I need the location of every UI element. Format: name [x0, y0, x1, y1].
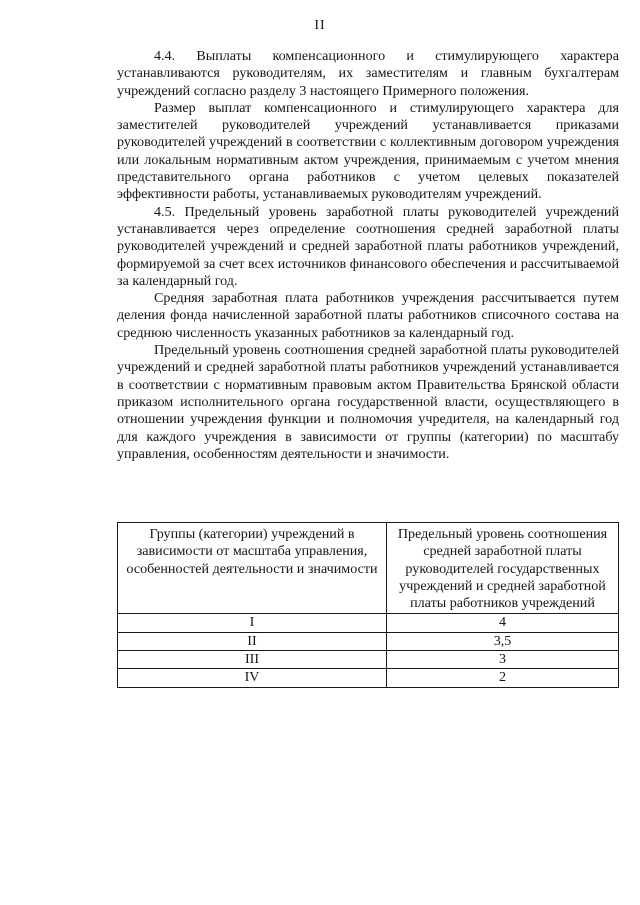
salary-ratio-table: [117, 522, 619, 688]
table-row: [118, 614, 619, 632]
paragraph-average-salary: Средняя заработная плата работников учреждения рассчитывается путем деления фонда начисленной заработной платы работников списочного состава на среднюю численность указанных работников за календарный год.: [117, 290, 619, 341]
ratio-cell: 4: [387, 614, 619, 632]
table-row: [118, 632, 619, 650]
paragraph-limit-ratio: Предельный уровень соотношения средней заработной платы руководителей учреждений и средней заработной платы работников учреждений устанавливается в соответствии с нормативным правовым актом Правительства Брянской области приказом исполнительного органа государственной власти, осуществляющего в отношении учреждения функции и полномочия учредителя, на календарный год для каждого учреждения в зависимости от группы (категории) по масштабу управления, особенностям деятельности и значимости.: [117, 342, 619, 462]
page-number: II: [314, 18, 326, 33]
group-cell: I: [118, 614, 387, 632]
table-header-row: [118, 523, 619, 614]
header-limit-ratio: Предельный уровень соотношения средней заработной платы руководителей государственных учреждений и средней заработной платы работников учреждений: [387, 523, 619, 614]
table-row: [118, 669, 619, 687]
ratio-cell: 3: [387, 651, 619, 669]
paragraph-4-5: 4.5. Предельный уровень заработной платы руководителей учреждений устанавливается через определение соотношения средней заработной платы руководителей учреждений и средней заработной платы работников учреждений, формируемой за счет всех источников финансового обеспечения и рассчитываемой за календарный год.: [117, 203, 619, 289]
group-cell: III: [118, 651, 387, 669]
table-row: [118, 651, 619, 669]
paragraph-4-4: 4.4. Выплаты компенсационного и стимулирующего характера устанавливаются руководителям, их заместителям и главным бухгалтерам учреждений согласно разделу 3 настоящего Примерного положения.: [117, 48, 619, 99]
ratio-cell: 3,5: [387, 632, 619, 650]
group-cell: II: [118, 632, 387, 650]
paragraph-deputy-payments: Размер выплат компенсационного и стимулирующего характера для заместителей руководителей учреждений устанавливается приказами руководителей учреждений в соответствии с коллективным договором учреждения или локальным нормативным актом учреждения, принимаемым с учетом мнения представительного органа работников с учетом целевых показателей эффективности работы, устанавливаемых руководителям учреждений.: [117, 99, 619, 203]
header-group-category: Группы (категории) учреждений в зависимости от масштаба управления, особенностей деятельности и значимости: [118, 523, 387, 614]
document-body: [117, 48, 619, 463]
group-cell: IV: [118, 669, 387, 687]
ratio-cell: 2: [387, 669, 619, 687]
